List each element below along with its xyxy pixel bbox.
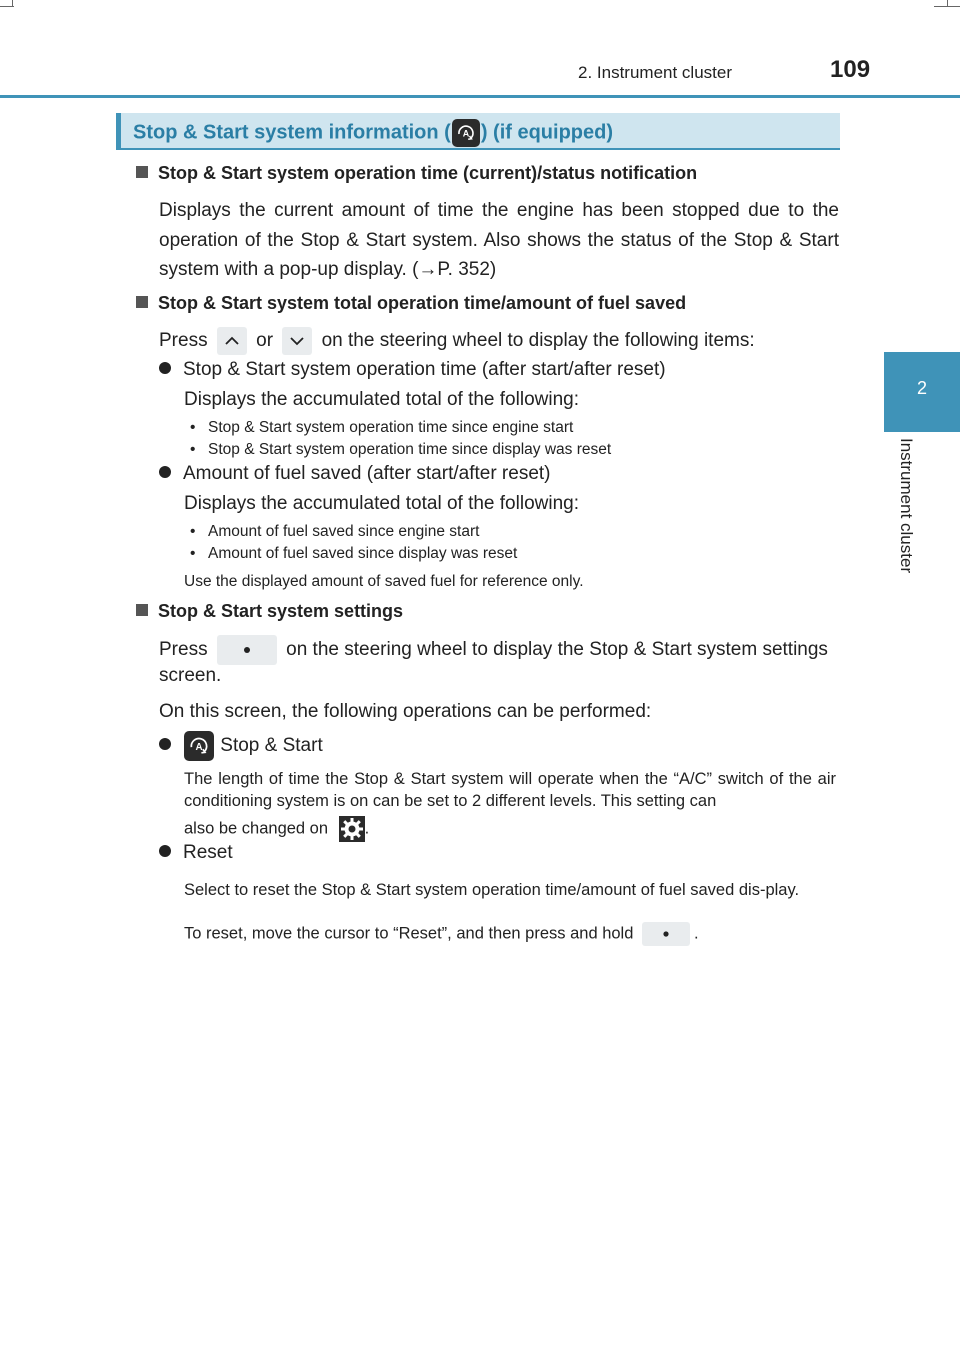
enter-button-icon xyxy=(217,635,277,665)
operations-intro: On this screen, the following operations can be performed: xyxy=(159,701,652,722)
section-title-bar xyxy=(116,113,840,150)
list-item: • Amount of fuel saved since engine start xyxy=(190,523,480,540)
square-bullet-icon xyxy=(136,296,148,308)
reset-hold-instruction: To reset, move the cursor to “Reset”, and then press and hold . xyxy=(184,922,699,946)
bullet-fuel-saved-desc: Displays the accumulated total of the following: xyxy=(184,493,579,514)
round-bullet-icon xyxy=(159,845,171,857)
round-bullet-icon xyxy=(159,362,171,374)
header-divider xyxy=(0,95,960,98)
svg-text:A: A xyxy=(195,741,203,753)
svg-text:A: A xyxy=(462,128,470,139)
stop-start-icon xyxy=(184,731,214,761)
chapter-number: 2 xyxy=(916,378,927,398)
bullet-operation-time-desc: Displays the accumulated total of the following: xyxy=(184,389,579,410)
enter-button-icon xyxy=(642,922,690,946)
down-arrow-button-icon xyxy=(282,327,312,355)
list-item: • Stop & Start system operation time since display was reset xyxy=(190,441,612,458)
bullet-reset: Reset xyxy=(159,842,233,864)
page-header-title: 2. Instrument cluster xyxy=(578,63,733,82)
square-bullet-icon xyxy=(136,166,148,178)
up-arrow-button-icon xyxy=(217,327,247,355)
fuel-reference-note: Use the displayed amount of saved fuel for reference only. xyxy=(184,573,584,590)
bullet-fuel-saved: Amount of fuel saved (after start/after reset) xyxy=(159,463,551,485)
section-title-text: Stop & Start system information ( xyxy=(133,121,451,144)
section-title xyxy=(133,119,613,147)
reset-note: Select to reset the Stop & Start system operation time/amount of fuel saved dis-play. xyxy=(184,881,800,899)
chapter-tab[interactable] xyxy=(884,352,960,432)
square-bullet-icon xyxy=(136,604,148,616)
press-settings-instruction: Press on the steering wheel to display the Stop & Start system settings xyxy=(159,635,828,665)
stop-start-setting-note-cont: also be changed on . xyxy=(184,816,369,842)
list-item: • Stop & Start system operation time since engine start xyxy=(190,419,574,436)
bullet-operation-time: Stop & Start system operation time (after start/after reset) xyxy=(159,359,666,381)
section-title-suffix: ) (if equipped) xyxy=(480,121,614,144)
round-bullet-icon xyxy=(159,466,171,478)
operation-time-description: Displays the current amount of time the engine has been stopped due to the operation of the Stop & Start system. Also shows the status of the Stop & Start system with a pop-up display. (→P. 352) xyxy=(159,200,839,280)
crop-mark xyxy=(934,6,960,7)
chapter-label: Instrument cluster xyxy=(897,438,916,574)
crop-mark xyxy=(0,6,14,7)
settings-gear-icon xyxy=(339,816,365,842)
stop-start-icon xyxy=(452,119,480,147)
page-number: 109 xyxy=(830,56,871,83)
subheading-total-operation: Stop & Start system total operation time/amount of fuel saved xyxy=(136,293,686,314)
subheading-operation-time: Stop & Start system operation time (current)/status notification xyxy=(136,163,697,184)
list-item: • Amount of fuel saved since display was reset xyxy=(190,545,518,562)
bullet-stop-start-setting: A Stop & Start xyxy=(159,731,323,761)
round-bullet-icon xyxy=(159,738,171,750)
stop-start-setting-note: The length of time the Stop & Start system will operate when the “A/C” switch of the air conditioning system is on can be set to 2 different levels. This setting can xyxy=(184,770,836,810)
press-instruction: Press or on the steering wheel to display the following items: xyxy=(159,327,755,355)
subheading-settings: Stop & Start system settings xyxy=(136,601,403,622)
press-settings-continued: screen. xyxy=(159,665,222,686)
